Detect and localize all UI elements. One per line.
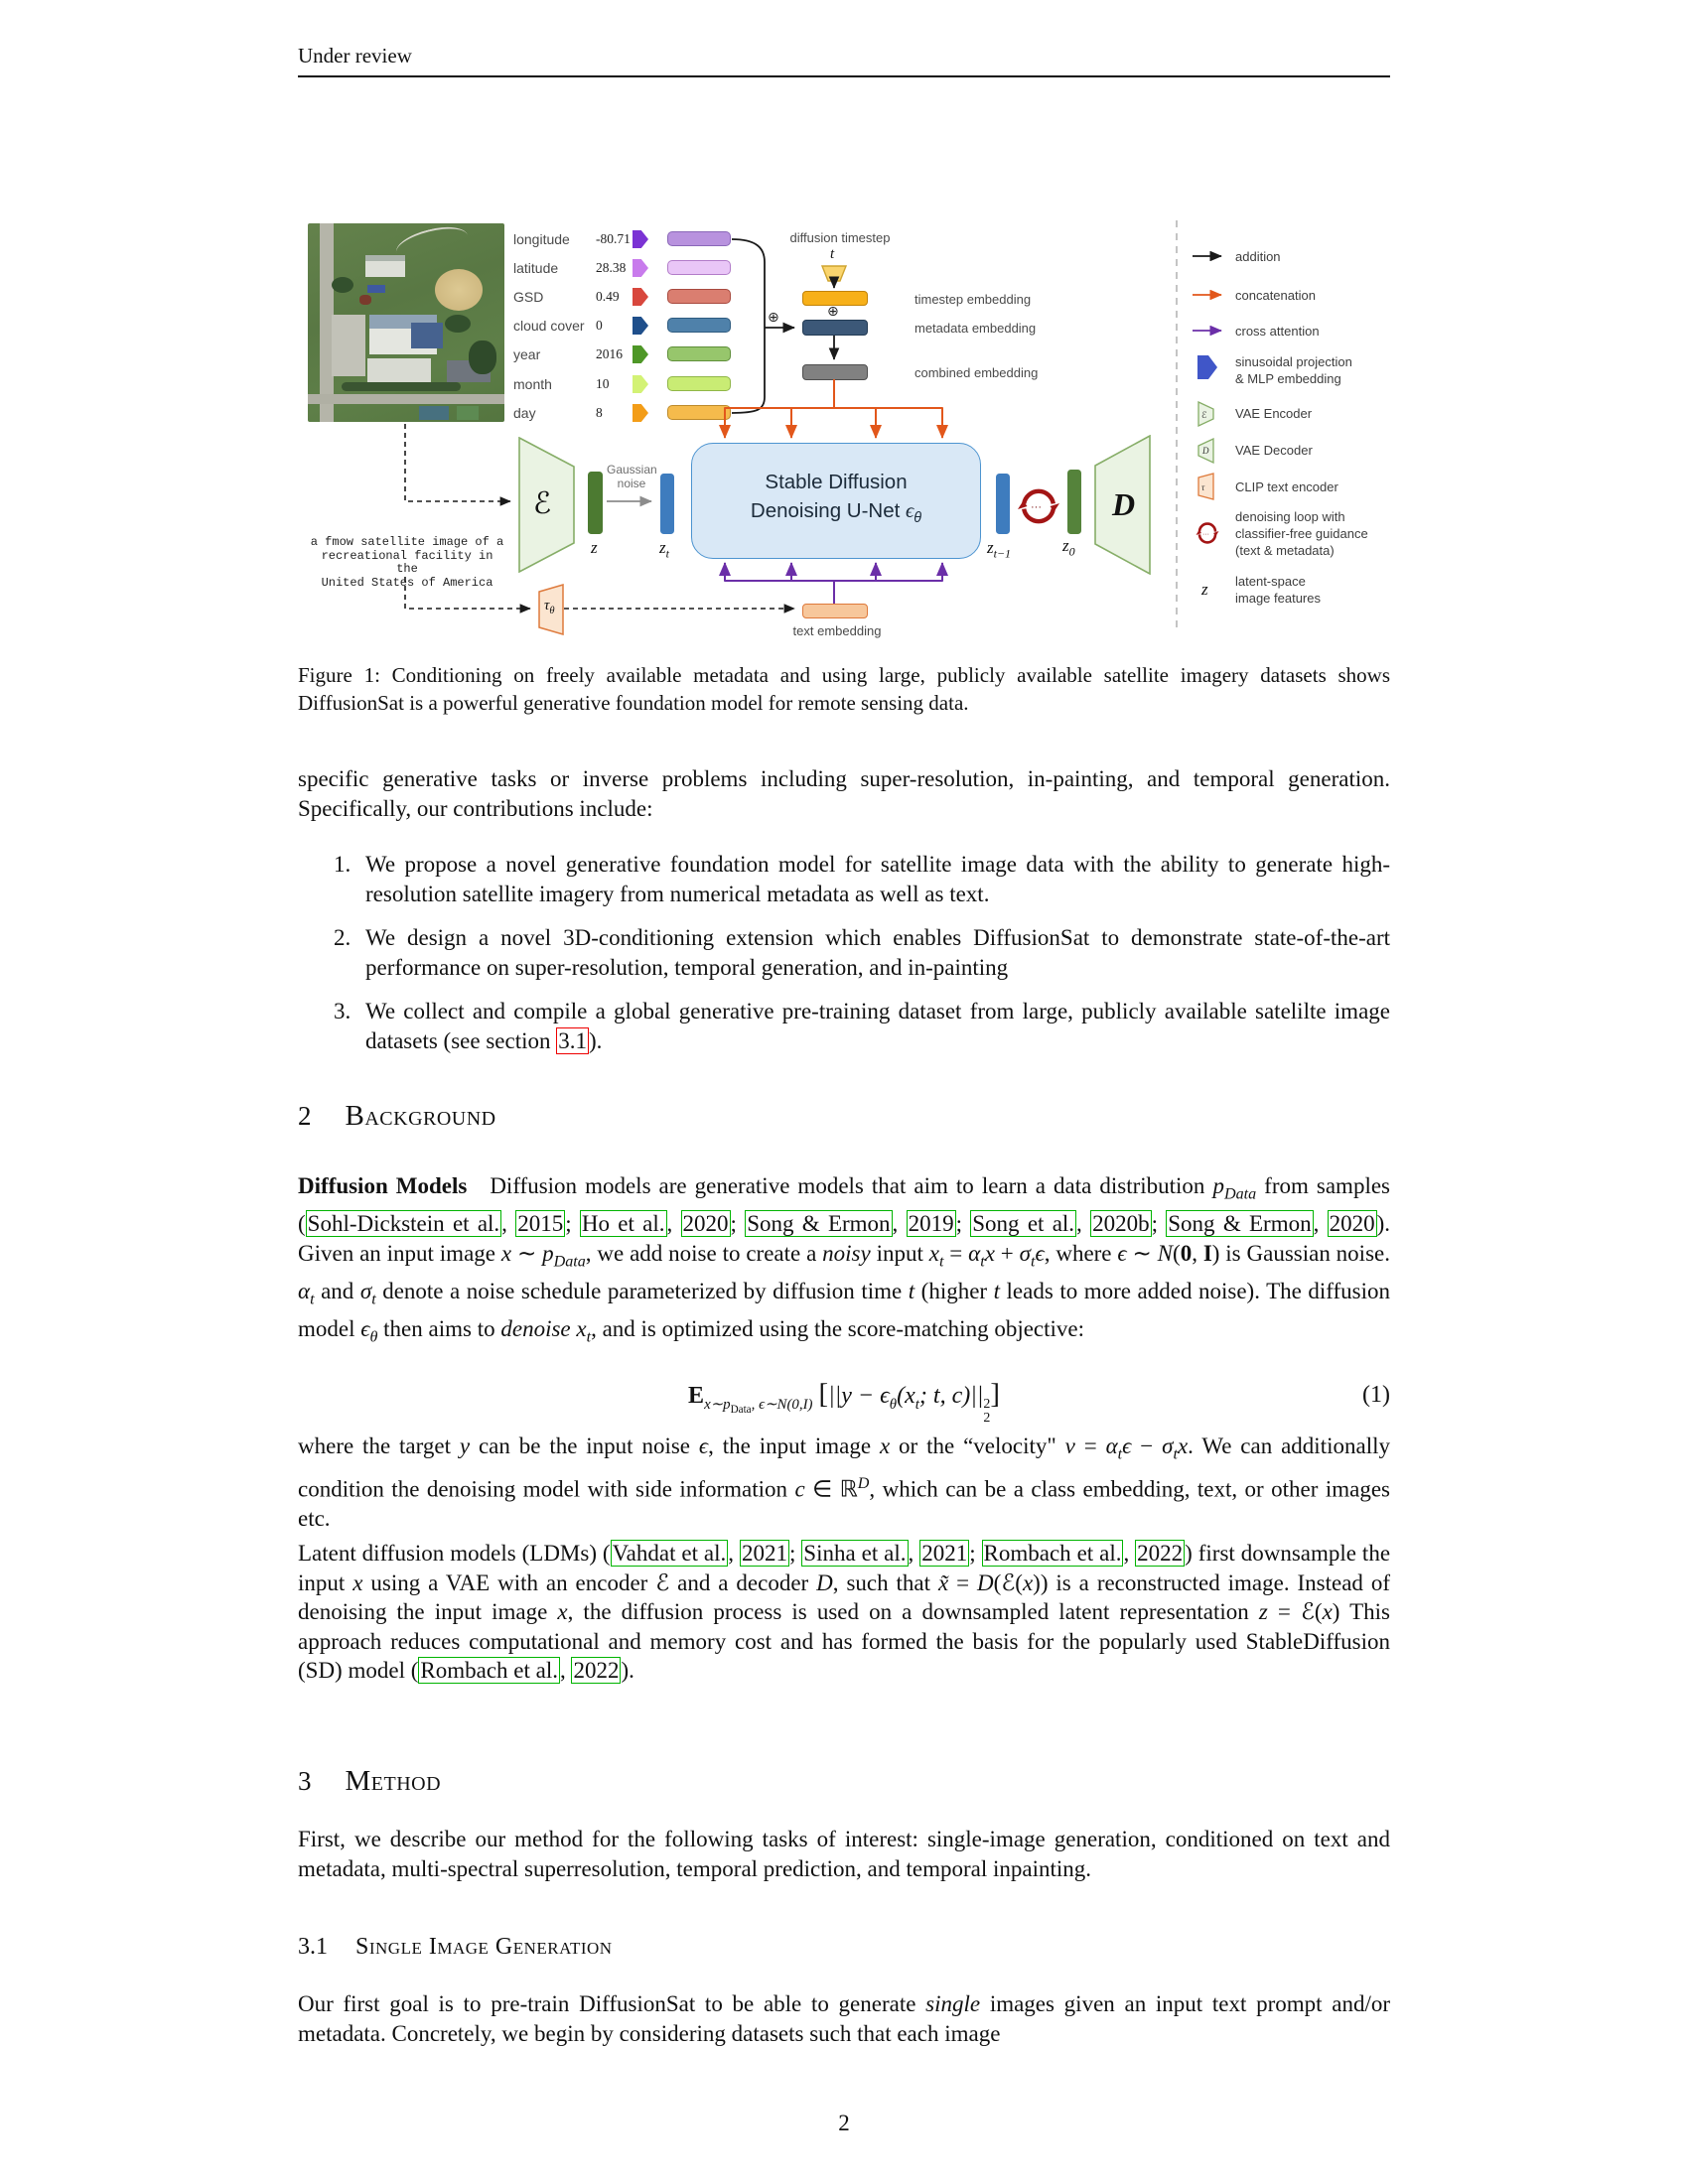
list-item <box>298 997 1390 1055</box>
citation-link[interactable]: 2020 <box>682 1211 729 1237</box>
clip-text-encoder-icon <box>1197 473 1215 500</box>
citation-link[interactable]: Song & Ermon <box>747 1211 891 1237</box>
metadata-label: longitude <box>513 231 570 247</box>
citation-link[interactable]: 2019 <box>908 1211 954 1237</box>
citation-link[interactable]: Rombach et al. <box>420 1658 558 1683</box>
equation-1 <box>298 1376 1390 1427</box>
metadata-value: -80.71 <box>596 231 631 246</box>
page-number: 2 <box>838 2111 850 2135</box>
header-rule <box>298 75 1390 77</box>
list-item <box>298 850 1390 908</box>
decoder-letter: D <box>1112 486 1136 522</box>
paragraph-intro: specific generative tasks or inverse problems including super-resolution, in-painting, and temporal generation. Specifically, our contributions include: <box>298 766 1390 821</box>
citation-link[interactable]: Song et al. <box>972 1211 1075 1237</box>
metadata-value: 2016 <box>596 346 623 361</box>
citation-link[interactable]: Song & Ermon <box>1168 1211 1312 1237</box>
unet-title-line1: Stable Diffusion <box>765 471 908 494</box>
list-item-number: 1. <box>334 852 352 877</box>
metadata-label: day <box>513 405 536 421</box>
list-item-text: We design a novel 3D-conditioning extension which enables DiffusionSat to demonstrate state-of-the-art performance on super-resolution, temporal generation, and in-painting <box>365 925 1390 980</box>
paragraph-method: First, we describe our method for the following tasks of interest: single-image generation, conditioned on text and metadata, multi-spectral superresolution, temporal prediction, and temporal inpainting. <box>298 1827 1390 1881</box>
zt-1-label: $z_{t-1}$ <box>987 538 1012 561</box>
paragraph-single-image: Our first goal is to pre-train DiffusionSat to be able to generate single images given an input text prompt and/or metadata. Concretely, we begin by considering datasets such that each image <box>298 1991 1390 2046</box>
figure-caption: Figure 1: Conditioning on freely available metadata and using large, publicly available satellite imagery datasets shows DiffusionSat is a powerful generative foundation model for remote sensing data. <box>298 663 1390 715</box>
citation-link[interactable]: Rombach et al. <box>983 1541 1122 1566</box>
paragraph-where: where the target y can be the input noise ϵ, the input image x or the “velocity" $v = \alpha_t\epsilon - \sigma_tx$. We can additionally condition the denoising model with side information c ∈ ℝ$^D$, which can be a class embedding, text, or other images etc. <box>298 1433 1390 1532</box>
plus-circle-icon: ⊕ <box>768 310 779 326</box>
text-embedding-label: text embedding <box>792 623 882 638</box>
figure-1-diagram: longitude -80.71 latitude 28.38 GSD 0.49 cloud cover 0 year 2016 month 10 day 8 diffusion timestep t ⊕ ⊕ timestep embedding metadata embedding combined embedding text embedding Stable Diffusion Denoising U-Net $\epsilon_\theta$ ℰ D $\tau_\theta$ z $z_t$ $z_{t-1}$ $z_0$ Gaussian noise ··· a fmow satellite image of a recreational facility in the United States of America addition concatenation cross attention sinusoidal projection & MLP embedding ℰ VAE Encoder D VAE Decoder τ CLIP text encoder ··· denoising loop with classifier-free guidance (text & metadata) z latent-space image features <box>298 159 1390 653</box>
tau-label: $\tau_\theta$ <box>544 598 555 616</box>
list-item-text: We collect and compile a global generative pre-training dataset from large, publicly available satelilte image datasets (see section 3.1). <box>365 999 1390 1053</box>
encoder-letter: ℰ <box>533 486 552 521</box>
concatenation-arrow-icon <box>1192 290 1229 300</box>
combined-embedding-label: combined embedding <box>914 365 1039 380</box>
metadata-label: GSD <box>513 289 544 305</box>
metadata-value: 10 <box>596 376 610 391</box>
citation-link[interactable]: 2021 <box>741 1541 787 1566</box>
list-item-text: We propose a novel generative foundation model for satellite image data with the ability to generate high-resolution satellite imagery from numerical metadata as well as text. <box>365 852 1390 906</box>
citation-link[interactable]: 2022 <box>573 1658 620 1683</box>
paragraph-diffusion-models: Diffusion Models Diffusion models are generative models that aim to learn a data distribution $p_{Data}$ from samples (Sohl-Dickstein et al., 2015; Ho et al., 2020; Song & Ermon, 2019; Song et al., 2020b; Song & Ermon, 2020). Given an input image x ∼ $p_{Data}$, we add noise to create a noisy input $x_t = \alpha_tx + \sigma_t\epsilon$, where ϵ ∼ N(0, I) is Gaussian noise. $\alpha_t$ and $\sigma_t$ denote a noise schedule parameterized by diffusion time t (higher t leads to more added noise). The diffusion model $\epsilon_\theta$ then aims to denoise $x_t$, and is optimized using the score-matching objective: <box>298 1173 1391 1346</box>
metadata-label: month <box>513 376 552 392</box>
metadata-label: year <box>513 346 541 362</box>
svg-text:ℰ: ℰ <box>1201 411 1207 421</box>
metadata-value: 0 <box>596 318 603 333</box>
citation-link[interactable]: 2021 <box>921 1541 968 1566</box>
cross-attention-arrow-icon <box>1192 326 1229 336</box>
text-prompt: a fmow satellite image of a recreational facility in the United States of America <box>310 535 504 590</box>
zt-label: $z_t$ <box>659 538 669 561</box>
citation-link[interactable]: 2020 <box>1329 1211 1375 1237</box>
metadata-label: latitude <box>513 260 559 276</box>
section-3-heading: 3 Method <box>298 1765 442 1797</box>
list-item-number: 2. <box>334 925 352 950</box>
metadata-label: cloud cover <box>513 318 585 334</box>
addition-arrow-icon <box>1192 251 1229 261</box>
running-header: Under review <box>298 44 412 68</box>
list-item <box>298 923 1390 982</box>
section-2-heading: 2 Background <box>298 1100 496 1132</box>
citation-link[interactable]: Sohl-Dickstein et al. <box>307 1211 500 1237</box>
z-label: z <box>591 538 598 557</box>
citation-link[interactable]: 2022 <box>1137 1541 1184 1566</box>
contributions-list <box>298 850 1390 1070</box>
paragraph-ldm: Latent diffusion models (LDMs) (Vahdat et al., 2021; Sinha et al., 2021; Rombach et al., 2022) first downsample the input x using a VAE with an encoder ℰ and a decoder D, such that x̃ = D(ℰ(x)) is a reconstructed image. Instead of denoising the input image x, the diffusion process is used on a downsampled latent representation z = ℰ(x) This approach reduces computational and memory cost and has formed the basis for the popularly used StableDiffusion (SD) model (Rombach et al., 2022). <box>298 1541 1391 1683</box>
timestep-embedding-label: timestep embedding <box>914 292 1032 307</box>
figure-arrows <box>298 159 1390 653</box>
unet-title-line2: Denoising U-Net $\epsilon_\theta$ <box>750 499 922 527</box>
z-symbol: z <box>1201 580 1208 599</box>
equation-number: (1) <box>1362 1382 1390 1408</box>
section-3-1-heading: 3.1 Single Image Generation <box>298 1934 613 1960</box>
list-item-number: 3. <box>334 999 352 1024</box>
gaussian-noise-label: Gaussian noise <box>607 463 657 490</box>
metadata-embedding-label: metadata embedding <box>914 321 1037 336</box>
t-symbol: t <box>830 246 835 262</box>
citation-link[interactable]: Ho et al. <box>581 1211 665 1237</box>
metadata-value: 28.38 <box>596 260 627 275</box>
citation-link[interactable]: 2020b <box>1092 1211 1150 1237</box>
svg-text:D: D <box>1202 446 1209 456</box>
plus-circle-icon: ⊕ <box>827 304 839 320</box>
vae-decoder-icon <box>1197 438 1215 464</box>
svg-text:τ: τ <box>1201 482 1205 492</box>
section-ref-link[interactable]: 3.1 <box>558 1027 587 1053</box>
denoising-loop-icon <box>1196 521 1219 545</box>
svg-text:···: ··· <box>1031 501 1042 513</box>
citation-link[interactable]: Sinha et al. <box>803 1541 907 1566</box>
metadata-value: 8 <box>596 405 603 420</box>
citation-link[interactable]: Vahdat et al. <box>612 1541 727 1566</box>
metadata-value: 0.49 <box>596 289 620 304</box>
citation-link[interactable]: 2015 <box>517 1211 564 1237</box>
diffusion-timestep-label: diffusion timestep <box>789 230 891 245</box>
z0-label: $z_0$ <box>1062 536 1075 559</box>
equation-body: $E_{x\sim p_{Data}, \epsilon\sim N(0,I)}$ [$||y - \epsilon_\theta(x_t$; t, c)|| 2 2 ] <box>688 1378 1000 1427</box>
svg-text:···: ··· <box>1202 531 1209 538</box>
vae-encoder-icon <box>1197 401 1215 427</box>
